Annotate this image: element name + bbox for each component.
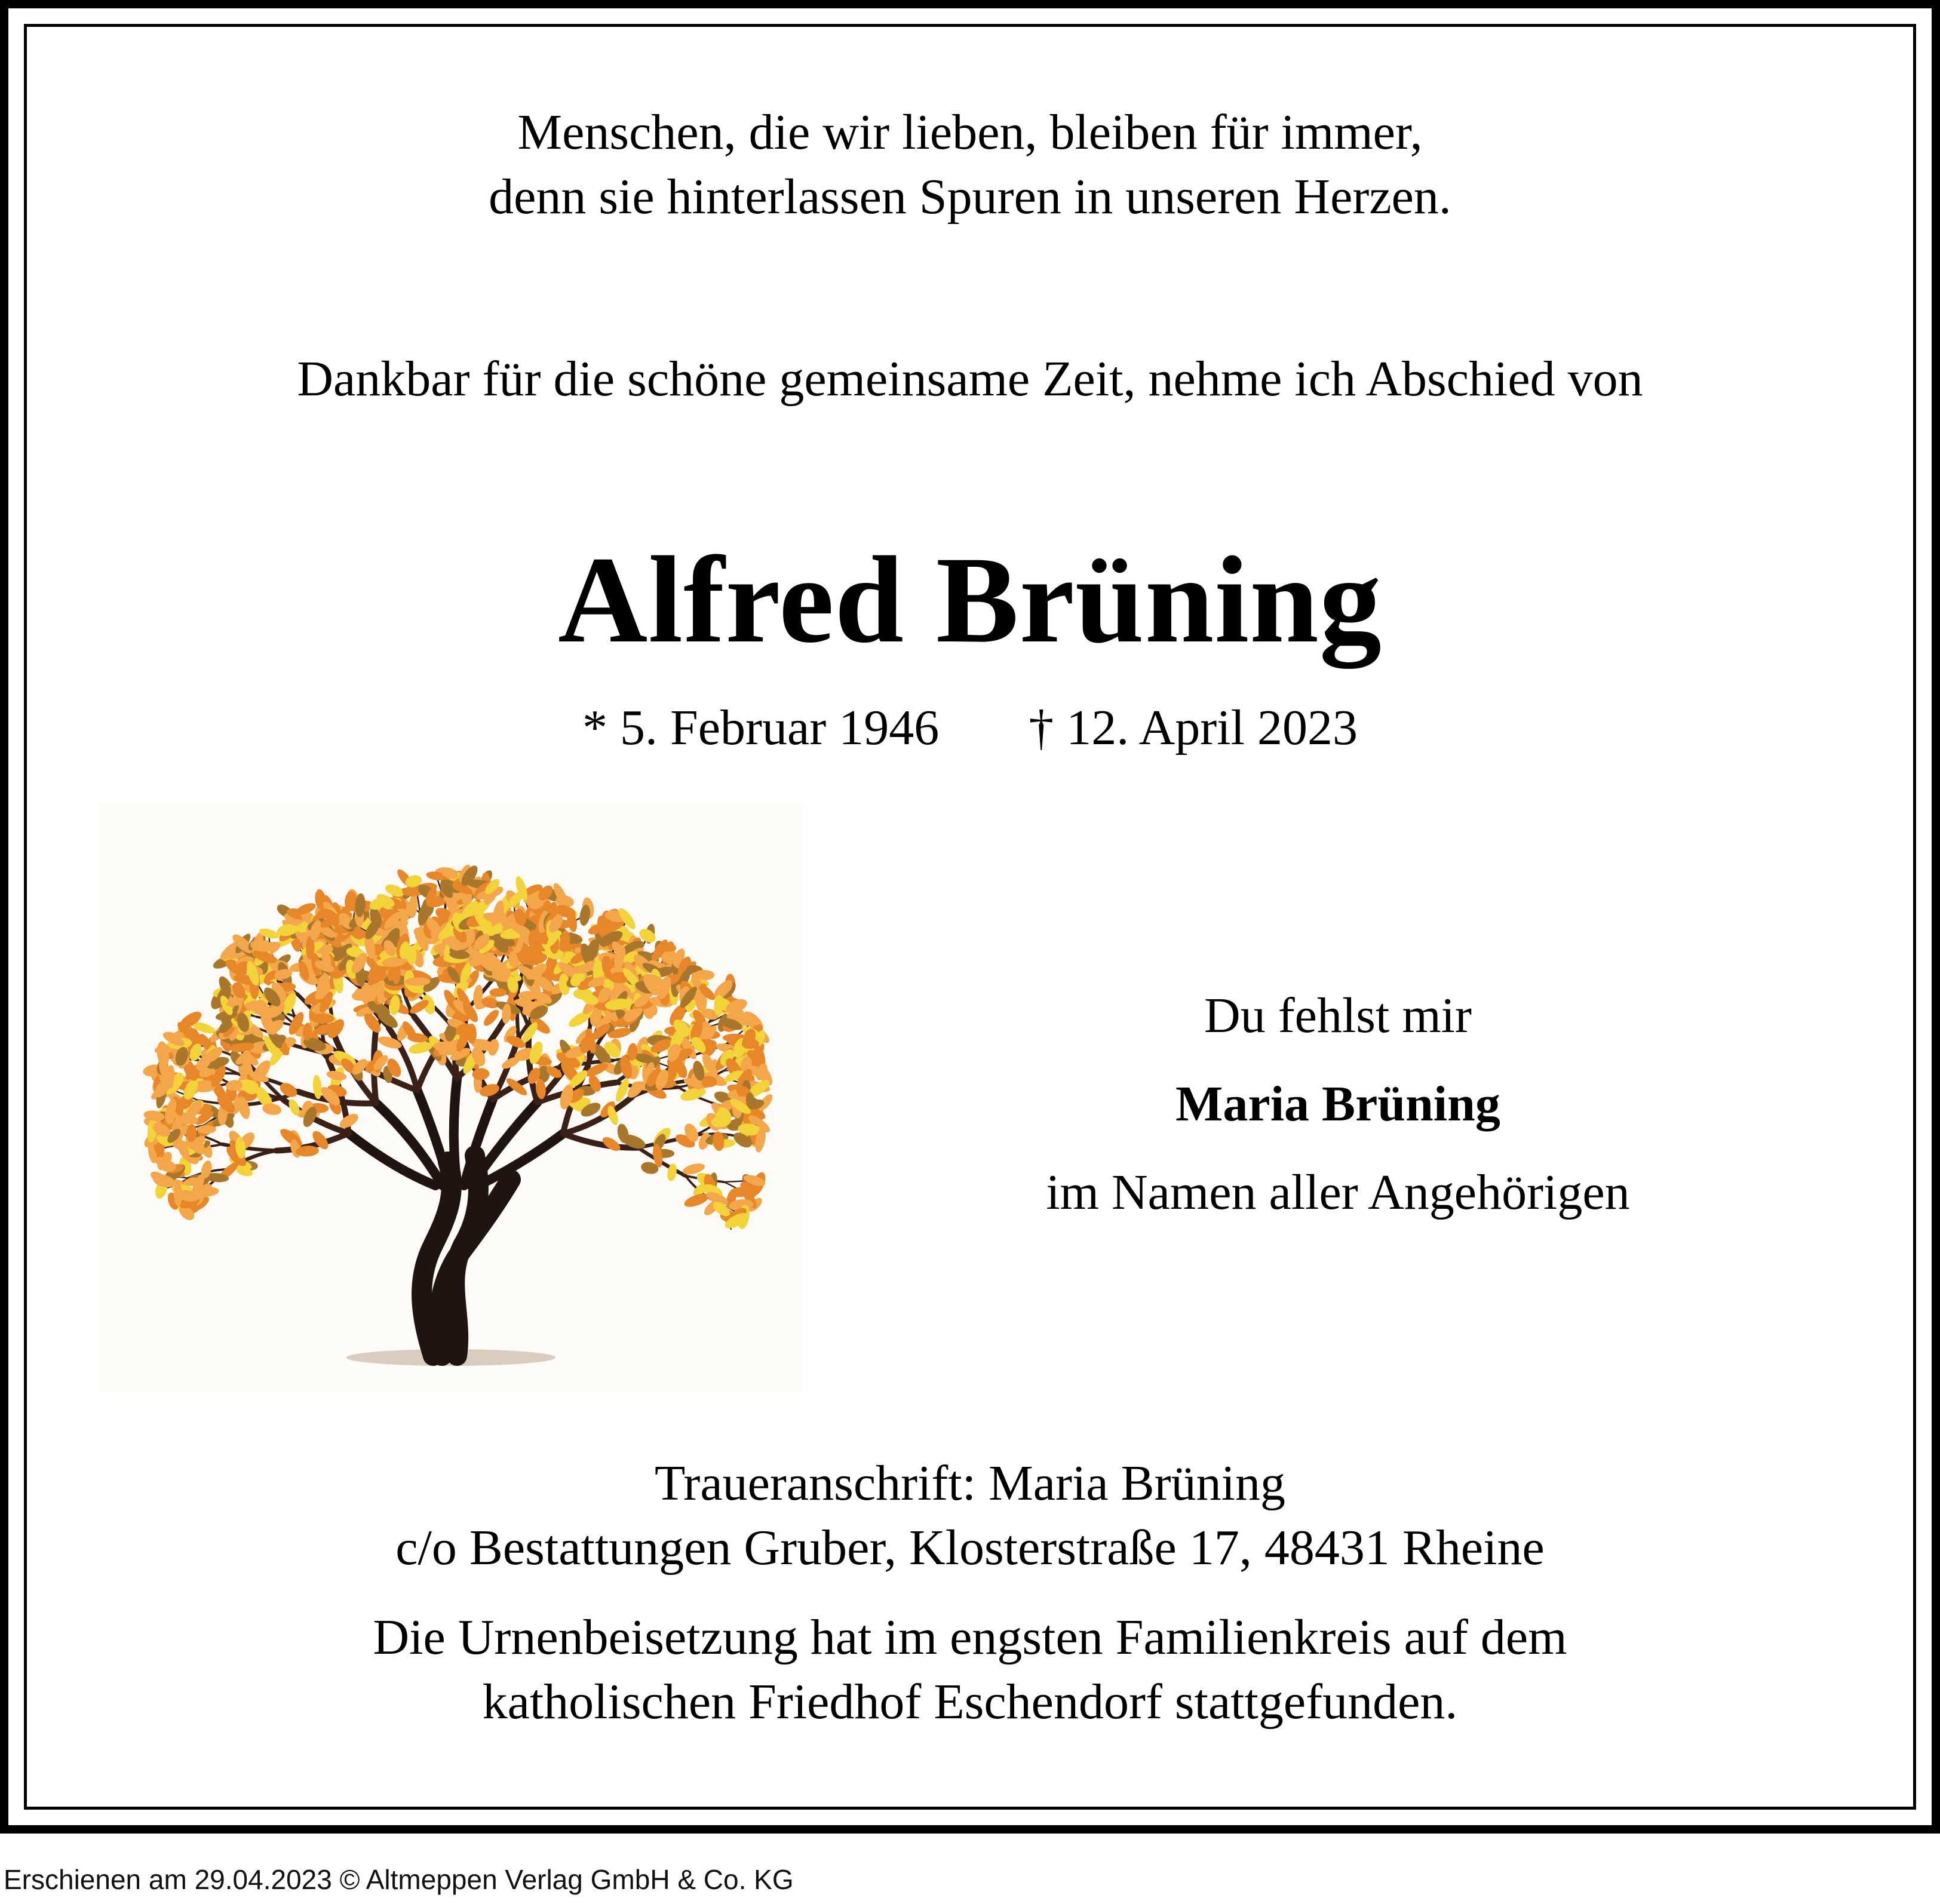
death-date: † 12. April 2023	[1029, 700, 1358, 756]
life-dates	[0, 699, 1940, 757]
burial-line-2: katholischen Friedhof Eschendorf stattgefunden.	[482, 1674, 1458, 1730]
autumn-tree-icon	[99, 803, 803, 1392]
publication-footer: Erschienen am 29.04.2023 © Altmeppen Verlag GmbH & Co. KG	[4, 1864, 794, 1895]
birth-date: * 5. Februar 1946	[582, 700, 940, 756]
burial-line-1: Die Urnenbeisetzung hat im engsten Familienkreis auf dem	[373, 1610, 1567, 1665]
deceased-name: Alfred Brüning	[558, 531, 1382, 668]
address-line-2: c/o Bestattungen Gruber, Klosterstraße 17, 48431 Rheine	[395, 1520, 1545, 1576]
signer-name: Maria Brüning	[1175, 1076, 1500, 1132]
address-line-1: Traueranschrift: Maria Brüning	[655, 1455, 1285, 1511]
farewell-line: Du fehlst mir	[1204, 988, 1472, 1043]
signer-subline: im Namen aller Angehörigen	[1046, 1165, 1630, 1220]
quote-line-2: denn sie hinterlassen Spuren in unseren Herzen.	[489, 169, 1451, 225]
quote-line-1: Menschen, die wir lieben, bleiben für immer,	[517, 105, 1423, 160]
intro-text: Dankbar für die schöne gemeinsame Zeit, nehme ich Abschied von	[297, 351, 1643, 407]
